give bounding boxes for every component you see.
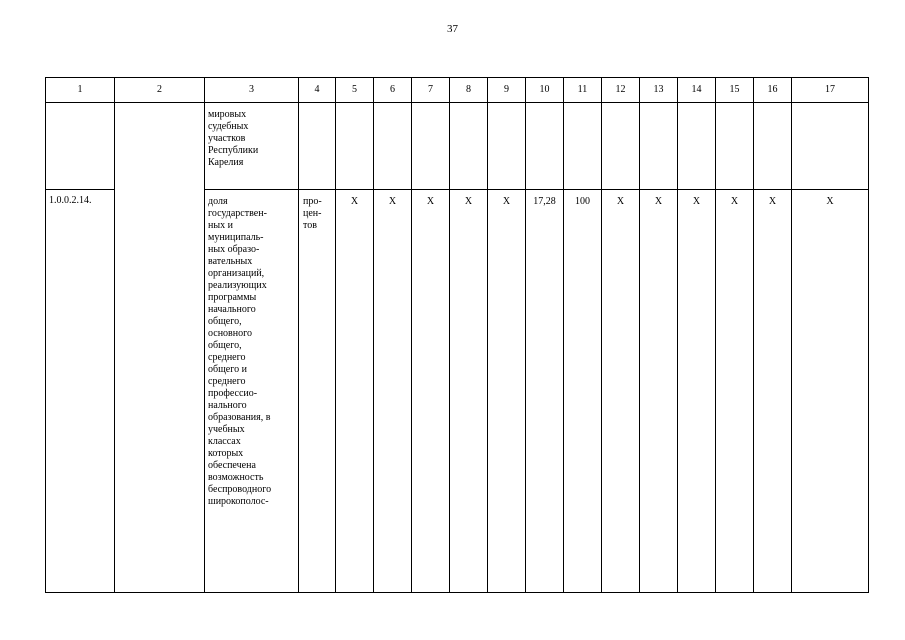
header-cell: 3 xyxy=(205,78,299,103)
text-line: муниципаль- xyxy=(208,232,264,243)
unit-cell xyxy=(299,190,336,593)
header-cell: 17 xyxy=(792,78,869,103)
program-cell xyxy=(115,103,205,593)
header-cell: 1 xyxy=(46,78,115,103)
value-cell: X xyxy=(716,190,754,593)
value-cell: 100 xyxy=(564,190,602,593)
text-line: обеспечена xyxy=(208,460,256,471)
value-cell xyxy=(412,103,450,190)
header-cell: 16 xyxy=(754,78,792,103)
value-cell: X xyxy=(374,190,412,593)
text-line: организаций, xyxy=(208,268,265,279)
value-cell: X xyxy=(488,190,526,593)
value-cell: X xyxy=(754,190,792,593)
text-line: возможность xyxy=(208,472,264,483)
text-line: среднего xyxy=(208,352,246,363)
text-line: цен- xyxy=(303,208,322,219)
header-cell: 4 xyxy=(299,78,336,103)
value-cell xyxy=(602,103,640,190)
text-line: судебных xyxy=(208,121,249,132)
header-cell: 15 xyxy=(716,78,754,103)
value-cell: X xyxy=(450,190,488,593)
text-line: общего и xyxy=(208,364,247,375)
table-row xyxy=(46,103,869,190)
header-cell: 7 xyxy=(412,78,450,103)
value-cell: X xyxy=(792,190,869,593)
text-line: нального xyxy=(208,400,247,411)
value-cell xyxy=(336,103,374,190)
header-cell: 8 xyxy=(450,78,488,103)
header-cell: 14 xyxy=(678,78,716,103)
code-cell: 1.0.0.2.14. xyxy=(46,190,115,593)
text-line: учебных xyxy=(208,424,245,435)
header-cell: 9 xyxy=(488,78,526,103)
value-cell: X xyxy=(602,190,640,593)
text-line: участков xyxy=(208,133,246,144)
text-line: беспроводного xyxy=(208,484,272,495)
text-line: государствен- xyxy=(208,208,267,219)
code-cell xyxy=(46,103,115,190)
page-number: 37 xyxy=(447,23,458,35)
value-cell: X xyxy=(336,190,374,593)
value-cell xyxy=(526,103,564,190)
value-cell: X xyxy=(640,190,678,593)
text-line: общего, xyxy=(208,340,242,351)
text-line: среднего xyxy=(208,376,246,387)
text-line: Республики xyxy=(208,145,259,156)
header-row xyxy=(46,78,869,103)
header-cell: 13 xyxy=(640,78,678,103)
text-line: тов xyxy=(303,220,317,231)
text-line: классах xyxy=(208,436,241,447)
text-line: основного xyxy=(208,328,252,339)
value-cell xyxy=(488,103,526,190)
text-line: реализующих xyxy=(208,280,267,291)
text-line: которых xyxy=(208,448,244,459)
value-cell xyxy=(754,103,792,190)
text-line: вательных xyxy=(208,256,253,267)
value-cell xyxy=(450,103,488,190)
value-cell xyxy=(678,103,716,190)
text-line: начального xyxy=(208,304,256,315)
value-cell xyxy=(640,103,678,190)
text-line: ных и xyxy=(208,220,233,231)
value-cell xyxy=(716,103,754,190)
value-cell: X xyxy=(678,190,716,593)
header-cell: 10 xyxy=(526,78,564,103)
header-cell: 5 xyxy=(336,78,374,103)
value-cell xyxy=(792,103,869,190)
header-cell: 12 xyxy=(602,78,640,103)
value-cell: 17,28 xyxy=(526,190,564,593)
header-cell: 2 xyxy=(115,78,205,103)
text-line: мировых xyxy=(208,109,247,120)
text-line: общего, xyxy=(208,316,242,327)
unit-cell xyxy=(299,103,336,190)
indicator-table xyxy=(45,77,869,593)
indicator-name-cell xyxy=(205,190,299,593)
text-line: образования, в xyxy=(208,412,271,423)
text-line: доля xyxy=(208,196,228,207)
value-cell xyxy=(564,103,602,190)
value-cell: X xyxy=(412,190,450,593)
text-line: широкополос- xyxy=(208,496,269,507)
text-line: Карелия xyxy=(208,157,244,168)
header-cell: 6 xyxy=(374,78,412,103)
indicator-name-cell xyxy=(205,103,299,190)
text-line: ных образо- xyxy=(208,244,260,255)
value-cell xyxy=(374,103,412,190)
text-line: профессио- xyxy=(208,388,258,399)
text-line: программы xyxy=(208,292,257,303)
header-cell: 11 xyxy=(564,78,602,103)
text-line: про- xyxy=(303,196,322,207)
